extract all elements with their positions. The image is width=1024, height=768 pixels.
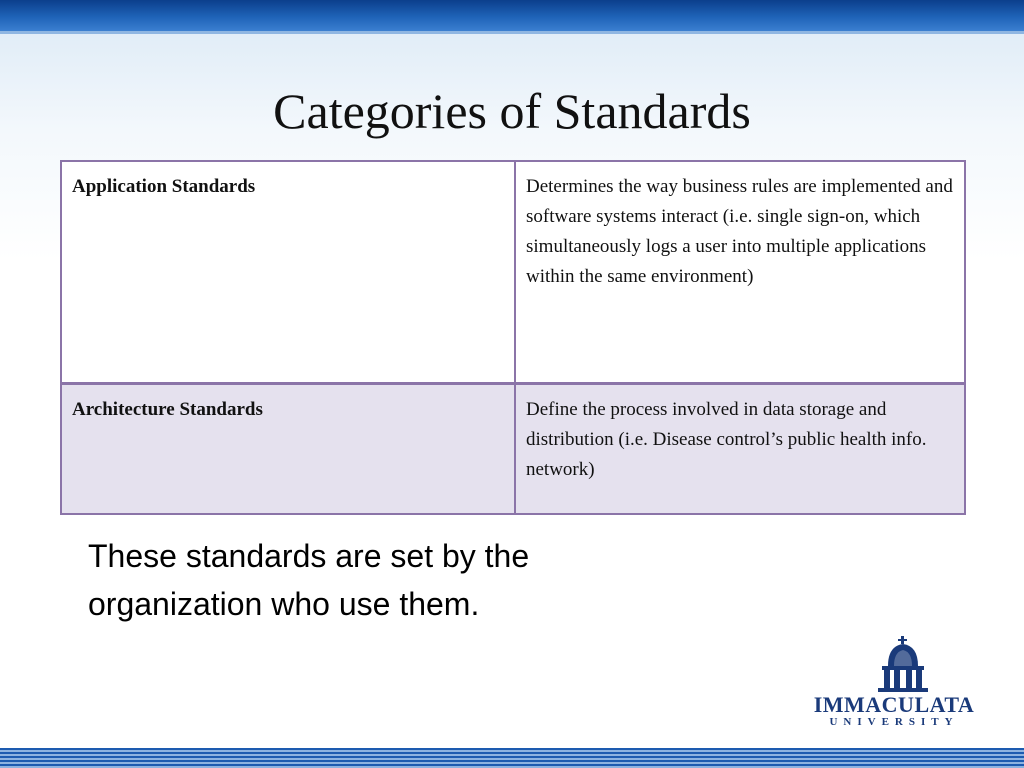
table-row [61, 384, 965, 515]
logo-subtitle: UNIVERSITY [829, 716, 959, 728]
university-dome-icon [874, 636, 932, 692]
standard-term: Architecture Standards [61, 384, 515, 515]
header-band [0, 0, 1024, 31]
footer-band [0, 748, 1024, 768]
standard-definition: Define the process involved in data storage and distribution (i.e. Disease control’s public health info. network) [515, 384, 965, 515]
table-row [61, 161, 965, 384]
slide-note: These standards are set by the organization who use them. [88, 538, 530, 622]
slide-title: Categories of Standards [273, 83, 751, 139]
standards-table [60, 160, 966, 515]
header-divider [0, 31, 1024, 34]
university-logo [810, 636, 978, 732]
logo-name: IMMACULATA [813, 692, 975, 717]
standard-term: Application Standards [61, 161, 515, 384]
standard-definition: Determines the way business rules are implemented and software systems interact (i.e. single sign-on, which simultaneously logs a user into multiple applications within the same environment) [515, 161, 965, 384]
